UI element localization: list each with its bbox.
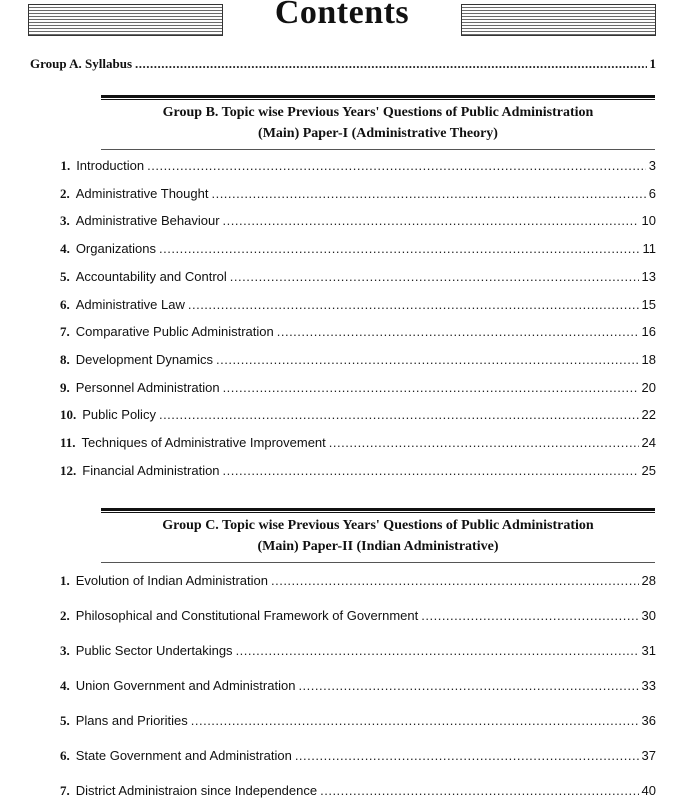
- toc-entry-number: 7.: [60, 783, 70, 798]
- section-divider-c: [101, 508, 655, 513]
- toc-entry-page: 24: [641, 435, 656, 450]
- dot-leader: [223, 463, 639, 478]
- dot-leader: [216, 352, 639, 367]
- toc-entry[interactable]: [60, 748, 656, 764]
- toc-entry[interactable]: [60, 407, 656, 423]
- toc-entry-page: 18: [641, 351, 656, 367]
- dot-leader: [223, 380, 639, 395]
- toc-entry-number: 7.: [60, 324, 70, 340]
- dot-leader: [271, 573, 639, 588]
- toc-entry-title: Personnel Administration: [75, 379, 220, 395]
- dot-leader: [421, 608, 638, 623]
- section-heading-line1: Group B. Topic wise Previous Years' Questions of Public Administration: [162, 105, 594, 120]
- toc-entry[interactable]: [60, 186, 656, 202]
- section-heading-c: [101, 515, 655, 557]
- toc-entry[interactable]: [60, 573, 656, 589]
- toc-entry-number: 3.: [60, 643, 70, 658]
- toc-entry[interactable]: [60, 241, 656, 257]
- toc-entry-number: 10.: [60, 407, 77, 423]
- toc-entry-number: 3.: [60, 213, 70, 229]
- toc-entry-title: Techniques of Administrative Improvement: [81, 435, 326, 450]
- toc-entry[interactable]: [60, 269, 656, 285]
- toc-entry[interactable]: [60, 213, 656, 229]
- dot-leader: [159, 407, 639, 422]
- section-underline-b: [101, 149, 655, 150]
- section-heading-line1: Group C. Topic wise Previous Years' Questions of Public Administration: [162, 518, 594, 533]
- toc-entry-title: Development Dynamics: [75, 351, 214, 367]
- toc-entry-title: Public Sector Undertakings: [75, 643, 233, 658]
- toc-entry-title: Organizations: [75, 241, 157, 257]
- toc-entry-page: 36: [641, 713, 656, 728]
- dot-leader: [277, 324, 639, 339]
- toc-entry-title: Introduction: [76, 158, 145, 173]
- toc-entry-page: 28: [641, 573, 656, 588]
- toc-entry-title: Administrative Thought: [75, 185, 209, 201]
- toc-entry-number: 2.: [60, 608, 70, 623]
- toc-entry-number: 2.: [60, 185, 70, 201]
- toc-entry-page: 40: [641, 783, 656, 798]
- toc-entry-title: District Administraion since Independence: [75, 783, 318, 798]
- dot-leader: [236, 643, 639, 658]
- toc-entry-number: 12.: [60, 462, 77, 478]
- page-title: Contents: [274, 0, 410, 31]
- toc-entry-page: 31: [641, 643, 656, 658]
- dot-leader: [295, 748, 639, 763]
- toc-entry-page: 30: [641, 608, 656, 623]
- toc-entry-page: 11: [642, 241, 656, 257]
- toc-entry-number: 4.: [60, 678, 70, 693]
- hatch-decoration-right: [461, 4, 656, 36]
- toc-entry-number: 1.: [60, 573, 70, 588]
- page-header: [0, 0, 683, 44]
- dot-leader: [147, 158, 646, 173]
- toc-entry-number: 4.: [60, 241, 70, 257]
- toc-entry[interactable]: [60, 324, 656, 340]
- toc-entry-title: Comparative Public Administration: [75, 324, 274, 340]
- section-heading-b: [101, 102, 655, 144]
- toc-entry-page: 13: [641, 268, 656, 284]
- toc-entry-number: 11.: [60, 435, 76, 450]
- toc-entry-number: 5.: [60, 713, 70, 728]
- heading-paper-label: Paper-I (Administrative Theory): [302, 126, 498, 141]
- dot-leader: [230, 269, 639, 284]
- toc-entry-page: 33: [641, 678, 656, 693]
- toc-entry-page: 15: [641, 296, 656, 312]
- dot-leader: [191, 713, 639, 728]
- toc-entry-title: Public Policy: [82, 407, 156, 423]
- toc-entry-title: Philosophical and Constitutional Framework of Government: [75, 608, 419, 623]
- dot-leader: [223, 213, 639, 228]
- toc-entry-title: Evolution of Indian Administration: [75, 573, 268, 588]
- toc-entry[interactable]: [60, 435, 656, 451]
- toc-entry-page: 3: [648, 158, 656, 173]
- toc-entry[interactable]: [60, 678, 656, 694]
- toc-entry-title: Administrative Behaviour: [75, 213, 220, 229]
- section-heading-line2: [101, 536, 655, 557]
- toc-entry-number: 6.: [60, 748, 70, 763]
- toc-entry[interactable]: [60, 380, 656, 396]
- toc-entry-page: 22: [641, 407, 656, 423]
- heading-paper-label: Paper-II (Indian Administrative): [302, 539, 499, 554]
- toc-entry-title: State Government and Administration: [75, 748, 292, 763]
- toc-entry[interactable]: [60, 783, 656, 799]
- toc-entry[interactable]: [60, 297, 656, 313]
- toc-entry-title: Plans and Priorities: [75, 713, 188, 728]
- toc-entry-number: 5.: [60, 268, 70, 284]
- toc-entry-page: 10: [641, 213, 656, 229]
- toc-entry[interactable]: [60, 158, 656, 174]
- dot-leader: [135, 56, 646, 72]
- toc-entry[interactable]: [60, 608, 656, 624]
- toc-entry-number: 1.: [60, 158, 71, 173]
- toc-entry-page: 37: [641, 748, 656, 763]
- dot-leader: [188, 297, 639, 312]
- section-divider-b: [101, 95, 655, 100]
- dot-leader: [298, 678, 638, 693]
- toc-entry[interactable]: [60, 713, 656, 729]
- toc-entry-page: 20: [641, 379, 656, 395]
- toc-entry-title: Group A. Syllabus: [30, 56, 133, 71]
- dot-leader: [211, 186, 645, 201]
- toc-entry-page: 6: [648, 185, 656, 201]
- toc-entry-number: 9.: [60, 379, 70, 395]
- toc-entry-title: Accountability and Control: [75, 268, 227, 284]
- dot-leader: [320, 783, 638, 798]
- toc-entry-number: 6.: [60, 296, 70, 312]
- heading-main-label: (Main): [258, 126, 300, 141]
- toc-entry-page: 16: [641, 324, 656, 340]
- toc-entry-title: Financial Administration: [82, 462, 220, 478]
- hatch-decoration-left: [28, 4, 223, 36]
- toc-entry-page: 25: [641, 462, 656, 478]
- toc-entry-group-a[interactable]: [30, 56, 656, 72]
- toc-entry[interactable]: [60, 463, 656, 479]
- section-underline-c: [101, 562, 655, 563]
- toc-entry[interactable]: [60, 643, 656, 659]
- section-heading-line2: [101, 123, 655, 144]
- heading-main-label: (Main): [257, 539, 299, 554]
- toc-entry-title: Administrative Law: [75, 296, 185, 312]
- dot-leader: [159, 241, 639, 256]
- dot-leader: [329, 435, 639, 450]
- toc-entry-page: 1: [649, 56, 656, 71]
- toc-entry[interactable]: [60, 352, 656, 368]
- toc-entry-number: 8.: [60, 351, 70, 367]
- toc-entry-title: Union Government and Administration: [75, 678, 296, 693]
